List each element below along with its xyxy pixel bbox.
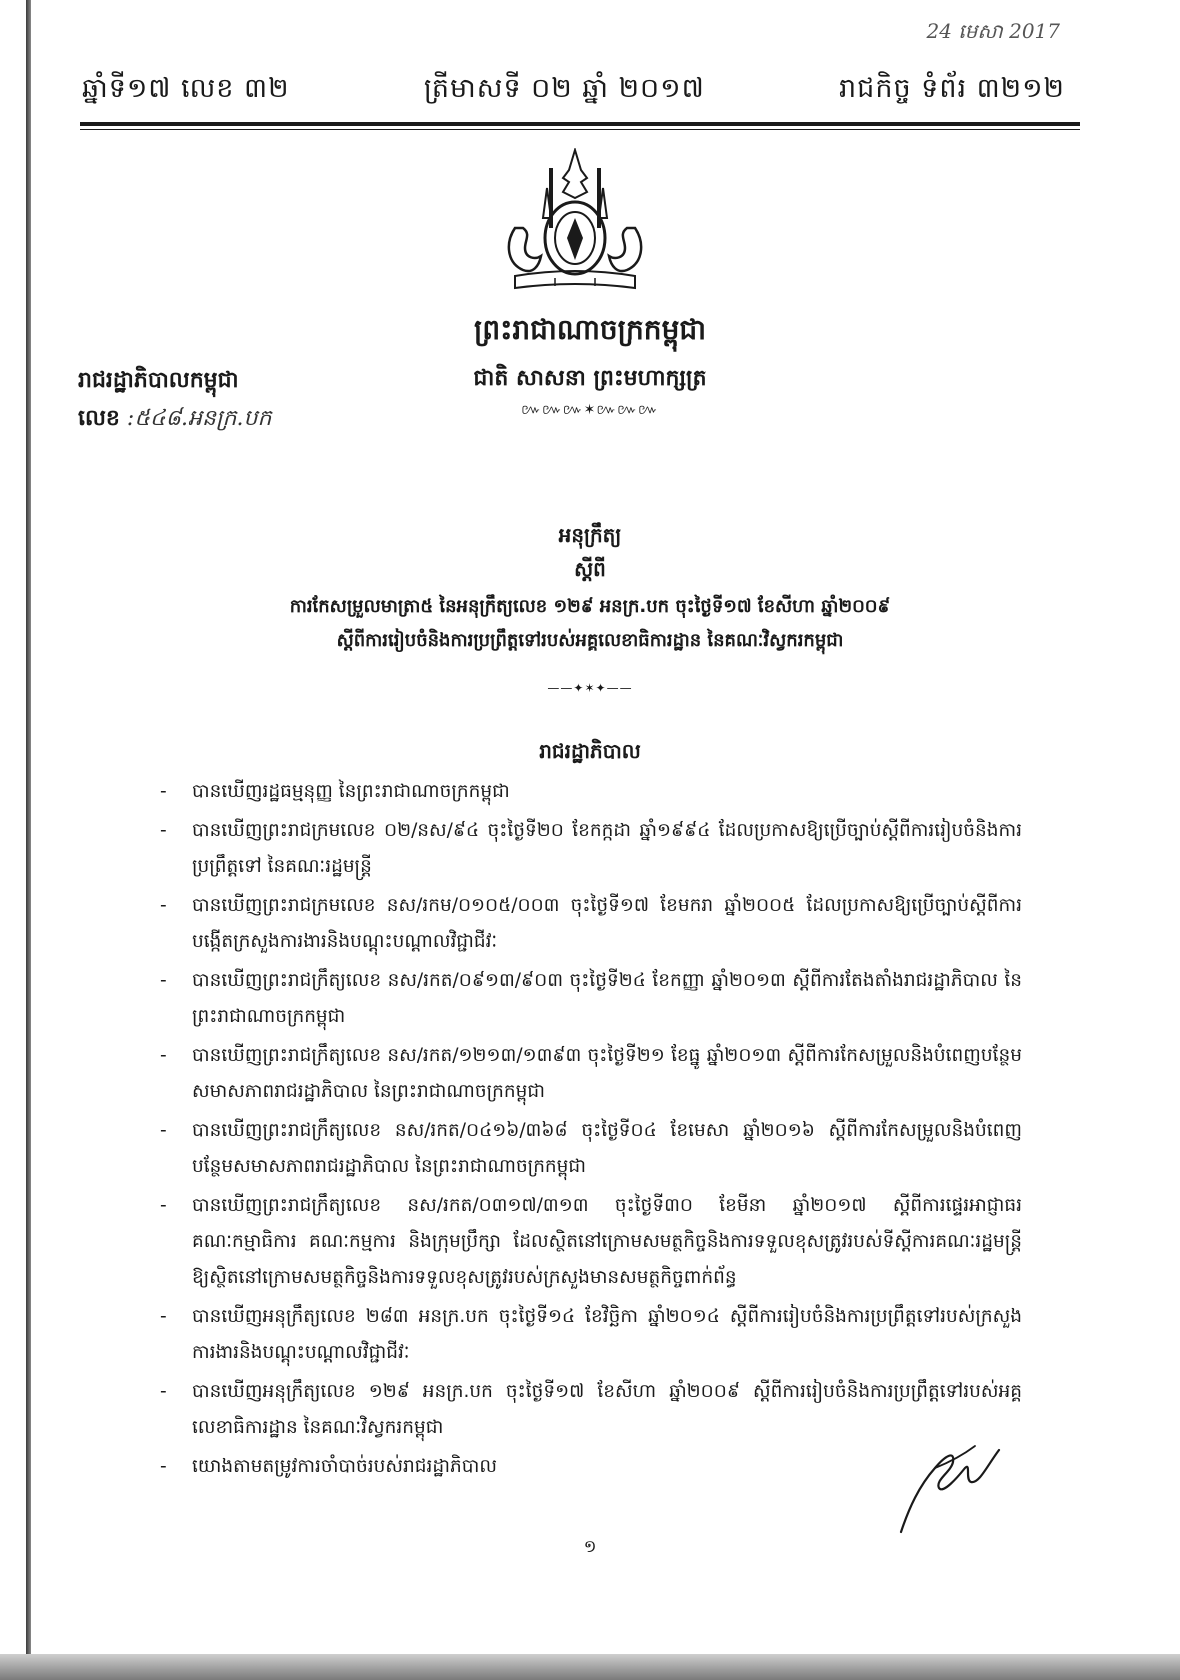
document-subject-line1: ការកែសម្រួលមាត្រា៥ នៃអនុក្រឹត្យលេខ ១២៩ អនក្រ.បក ចុះថ្ងៃទី១៧ ខែសីហា ឆ្នាំ២០០៩	[289, 596, 891, 617]
document-number-label: លេខ	[78, 406, 120, 431]
gazette-header	[82, 72, 1065, 111]
handwritten-signature	[895, 1428, 1005, 1538]
bullet-dash: -	[160, 970, 167, 991]
handwritten-date: 24 មេសា 2017	[926, 19, 1060, 43]
list-item: - បានឃើញរដ្ឋធម្មនុញ្ញ នៃព្រះរាជាណាចក្រកម្ពុជា	[192, 774, 1022, 810]
document-type: អនុក្រឹត្យ	[558, 523, 622, 547]
bullet-dash: -	[160, 781, 167, 802]
bullet-dash: -	[160, 1306, 167, 1327]
list-item: - បានឃើញព្រះរាជក្រឹត្យលេខ នស/រកត/១២១៣/១៣៩៣ ចុះថ្ងៃទី២១ ខែធ្នូ ឆ្នាំ២០១៣ ស្ដីពីការកែសម្រួលនិងបំពេញបន្ថែមសមាសភាពរាជរដ្ឋាភិបាល នៃព្រះរាជាណាចក្រកម្ពុជា	[192, 1038, 1022, 1110]
divider-ornament: ——✦✶✦——	[547, 681, 633, 695]
bullet-dash: -	[160, 895, 167, 916]
bullet-dash: -	[160, 1120, 167, 1141]
bullet-dash: -	[160, 1195, 167, 1216]
list-item: - បានឃើញអនុក្រឹត្យលេខ ២៨៣ អនក្រ.បក ចុះថ្ងៃទី១៤ ខែវិច្ឆិកា ឆ្នាំ២០១៤ ស្ដីពីការរៀបចំនិងការប្រព្រឹត្តទៅរបស់ក្រសួងការងារនិងបណ្ដុះបណ្ដាលវិជ្ជាជីវៈ	[192, 1299, 1022, 1371]
document-subject-line2: ស្ដីពីការរៀបចំនិងការប្រព្រឹត្តទៅរបស់អគ្គលេខាធិការដ្ឋាន នៃគណៈវិស្វករកម្ពុជា	[336, 630, 844, 651]
list-item: - បានឃើញព្រះរាជក្រឹត្យលេខ នស/រកត/០៩១៣/៩០៣ ចុះថ្ងៃទី២៤ ខែកញ្ញា ឆ្នាំ២០១៣ ស្ដីពីការតែងតាំងរាជរដ្ឋាភិបាល នៃព្រះរាជាណាចក្រកម្ពុជា	[192, 963, 1022, 1035]
scan-bottom-edge	[0, 1654, 1180, 1680]
preamble-list	[160, 774, 1022, 1488]
government-name: រាជរដ្ឋាភិបាលកម្ពុជា	[78, 368, 239, 393]
scan-left-edge	[26, 0, 31, 1680]
header-rule	[80, 122, 1080, 130]
gazette-quarter: ត្រីមាសទី ០២ ឆ្នាំ ២០១៧	[423, 73, 705, 104]
national-motto: ជាតិ សាសនា ព្រះមហាក្សត្រ	[473, 366, 707, 391]
royal-arms-emblem	[495, 148, 655, 308]
list-item: - បានឃើញព្រះរាជក្រមលេខ ០២/នស/៩៤ ចុះថ្ងៃទី២០ ខែកក្កដា ឆ្នាំ១៩៩៤ ដែលប្រកាសឱ្យប្រើច្បាប់ស្ដីពីការរៀបចំនិងការប្រព្រឹត្តទៅ នៃគណៈរដ្ឋមន្ត្រី	[192, 813, 1022, 885]
document-number-value: :៥៤៨.អនក្រ.បក	[126, 406, 272, 431]
bullet-dash: -	[160, 1045, 167, 1066]
bullet-dash: -	[160, 820, 167, 841]
bullet-dash: -	[160, 1456, 167, 1477]
motto-ornament: ៚៚៚✶៚៚៚	[521, 402, 659, 418]
list-item: - យោងតាមតម្រូវការចាំបាច់របស់រាជរដ្ឋាភិបាល	[192, 1449, 1022, 1485]
gazette-page: រាជកិច្ច ទំព័រ ៣២១២	[839, 73, 1065, 104]
document-number	[78, 404, 271, 436]
list-item: - បានឃើញព្រះរាជក្រមលេខ នស/រកម/០១០៥/០០៣ ចុះថ្ងៃទី១៧ ខែមករា ឆ្នាំ២០០៥ ដែលប្រកាសឱ្យប្រើច្បាប់ស្ដីពីការបង្កើតក្រសួងការងារនិងបណ្ដុះបណ្ដាលវិជ្ជាជីវៈ	[192, 888, 1022, 960]
bullet-dash: -	[160, 1381, 167, 1402]
page-number: ១	[583, 1537, 597, 1557]
list-item: - បានឃើញព្រះរាជក្រឹត្យលេខ នស/រកត/០៣១៧/៣១៣ ចុះថ្ងៃទី៣០ ខែមីនា ឆ្នាំ២០១៧ ស្ដីពីការផ្ទេរអាជ្ញាធរ គណៈកម្មាធិការ គណៈកម្មការ និងក្រុមប្រឹក្សា ដែលស្ថិតនៅក្រោមសមត្ថកិច្ចនិងការទទួលខុសត្រូវរបស់ទីស្ដីការគណៈរដ្ឋមន្ត្រី ឱ្យស្ថិតនៅក្រោមសមត្ថកិច្ចនិងការទទួលខុសត្រូវរបស់ក្រសួងមានសមត្ថកិច្ចពាក់ព័ន្ធ	[192, 1188, 1022, 1296]
document-about: ស្ដីពី	[574, 557, 606, 581]
list-item: - បានឃើញព្រះរាជក្រឹត្យលេខ នស/រកត/០៤១៦/៣៦៨ ចុះថ្ងៃទី០៤ ខែមេសា ឆ្នាំ២០១៦ ស្ដីពីការកែសម្រួលនិងបំពេញបន្ថែមសមាសភាពរាជរដ្ឋាភិបាល នៃព្រះរាជាណាចក្រកម្ពុជា	[192, 1113, 1022, 1185]
gazette-year-issue: ឆ្នាំទី១៧ លេខ ៣២	[82, 73, 290, 104]
section-heading: រាជរដ្ឋាភិបាល	[539, 739, 641, 763]
list-item: - បានឃើញអនុក្រឹត្យលេខ ១២៩ អនក្រ.បក ចុះថ្ងៃទី១៧ ខែសីហា ឆ្នាំ២០០៩ ស្ដីពីការរៀបចំនិងការប្រព្រឹត្តទៅរបស់អគ្គលេខាធិការដ្ឋាន នៃគណៈវិស្វករកម្ពុជា	[192, 1374, 1022, 1446]
kingdom-name: ព្រះរាជាណាចក្រកម្ពុជា	[473, 313, 706, 346]
